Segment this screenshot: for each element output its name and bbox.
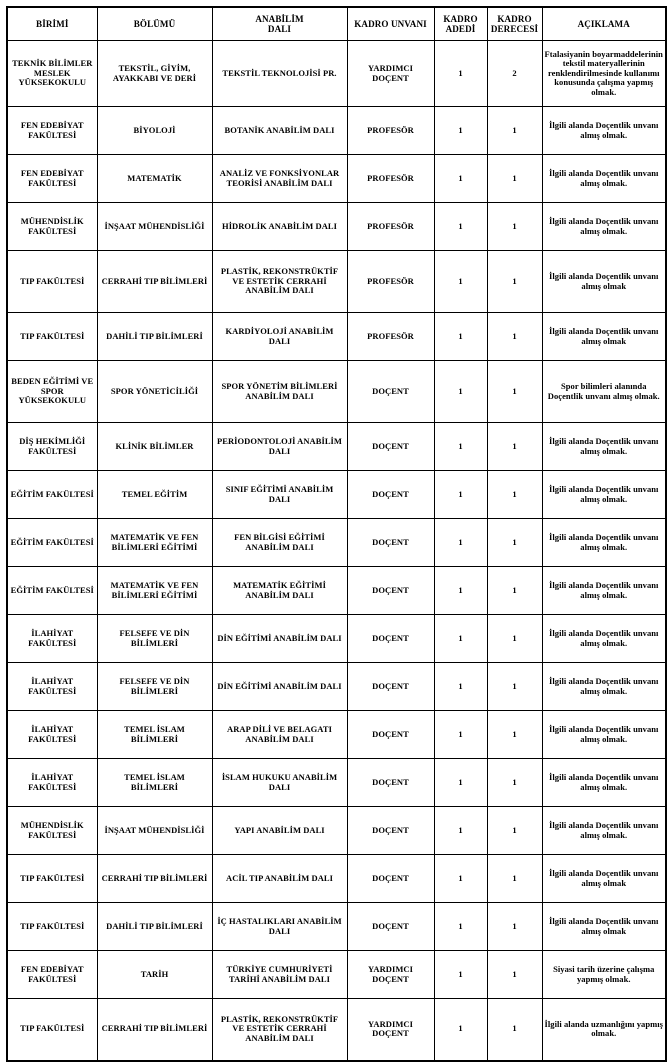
column-header-birimi: BİRİMİ bbox=[7, 7, 97, 41]
cell-kadro-adedi: 1 bbox=[434, 951, 487, 999]
cell-anabilim-dali: KARDİYOLOJİ ANABİLİM DALI bbox=[212, 313, 347, 361]
table-row bbox=[7, 423, 666, 471]
cell-kadro-derecesi: 1 bbox=[487, 361, 542, 423]
cell-birimi: TIP FAKÜLTESİ bbox=[7, 251, 97, 313]
table-row bbox=[7, 155, 666, 203]
table-row bbox=[7, 471, 666, 519]
cell-kadro-adedi: 1 bbox=[434, 313, 487, 361]
table-row bbox=[7, 41, 666, 107]
cell-bolumu: CERRAHİ TIP BİLİMLERİ bbox=[97, 855, 212, 903]
cell-bolumu: DAHİLİ TIP BİLİMLERİ bbox=[97, 903, 212, 951]
cell-kadro-adedi: 1 bbox=[434, 759, 487, 807]
cell-kadro-unvani: PROFESÖR bbox=[347, 203, 434, 251]
cell-anabilim-dali: ANALİZ VE FONKSİYONLAR TEORİSİ ANABİLİM DALI bbox=[212, 155, 347, 203]
cell-aciklama: Siyasi tarih üzerine çalışma yapmış olmak. bbox=[542, 951, 666, 999]
cell-bolumu: TEKSTİL, GİYİM, AYAKKABI VE DERİ bbox=[97, 41, 212, 107]
cell-anabilim-dali: PERİODONTOLOJİ ANABİLİM DALI bbox=[212, 423, 347, 471]
cell-birimi: TEKNİK BİLİMLER MESLEK YÜKSEKOKULU bbox=[7, 41, 97, 107]
cell-kadro-unvani: DOÇENT bbox=[347, 423, 434, 471]
cell-birimi: EĞİTİM FAKÜLTESİ bbox=[7, 519, 97, 567]
cell-aciklama: İlgili alanda Doçentlik unvanı almış olmak. bbox=[542, 423, 666, 471]
column-header-kadro-derecesi-line2: DERECESİ bbox=[490, 24, 539, 34]
cell-kadro-derecesi: 1 bbox=[487, 471, 542, 519]
cell-kadro-adedi: 1 bbox=[434, 203, 487, 251]
cell-aciklama: İlgili alanda Doçentlik unvanı almış olmak bbox=[542, 251, 666, 313]
cell-kadro-adedi: 1 bbox=[434, 855, 487, 903]
table-row bbox=[7, 519, 666, 567]
column-header-aciklama: AÇIKLAMA bbox=[542, 7, 666, 41]
cell-birimi: TIP FAKÜLTESİ bbox=[7, 313, 97, 361]
cell-kadro-adedi: 1 bbox=[434, 423, 487, 471]
table-row bbox=[7, 361, 666, 423]
cell-kadro-adedi: 1 bbox=[434, 711, 487, 759]
column-header-kadro-derecesi bbox=[487, 7, 542, 41]
cell-anabilim-dali: BOTANİK ANABİLİM DALI bbox=[212, 107, 347, 155]
cell-kadro-unvani: PROFESÖR bbox=[347, 155, 434, 203]
cell-bolumu: MATEMATİK bbox=[97, 155, 212, 203]
cell-kadro-adedi: 1 bbox=[434, 567, 487, 615]
cell-kadro-adedi: 1 bbox=[434, 251, 487, 313]
cell-kadro-unvani: DOÇENT bbox=[347, 519, 434, 567]
cell-bolumu: İNŞAAT MÜHENDİSLİĞİ bbox=[97, 203, 212, 251]
table-header-row bbox=[7, 7, 666, 41]
table-row bbox=[7, 567, 666, 615]
cell-birimi: MÜHENDİSLİK FAKÜLTESİ bbox=[7, 203, 97, 251]
cell-kadro-derecesi: 1 bbox=[487, 711, 542, 759]
table-row bbox=[7, 807, 666, 855]
cell-birimi: İLAHİYAT FAKÜLTESİ bbox=[7, 663, 97, 711]
cell-birimi: EĞİTİM FAKÜLTESİ bbox=[7, 471, 97, 519]
cell-kadro-unvani: DOÇENT bbox=[347, 855, 434, 903]
table-row bbox=[7, 759, 666, 807]
cell-kadro-unvani: YARDIMCI DOÇENT bbox=[347, 41, 434, 107]
cell-aciklama: İlgili alanda Doçentlik unvanı almış olmak. bbox=[542, 471, 666, 519]
cell-kadro-derecesi: 1 bbox=[487, 951, 542, 999]
cell-kadro-unvani: DOÇENT bbox=[347, 759, 434, 807]
cell-kadro-adedi: 1 bbox=[434, 155, 487, 203]
cell-kadro-adedi: 1 bbox=[434, 807, 487, 855]
cell-bolumu: TARİH bbox=[97, 951, 212, 999]
cell-birimi: EĞİTİM FAKÜLTESİ bbox=[7, 567, 97, 615]
cell-aciklama: Ftalasiyanin boyarmaddelerinin tekstil materyallerinin renklendirilmesinde kullanımı konusunda çalışma yapmış olmak. bbox=[542, 41, 666, 107]
cell-kadro-derecesi: 2 bbox=[487, 41, 542, 107]
cell-anabilim-dali: DİN EĞİTİMİ ANABİLİM DALI bbox=[212, 663, 347, 711]
table-row bbox=[7, 203, 666, 251]
cell-bolumu: FELSEFE VE DİN BİLİMLERİ bbox=[97, 615, 212, 663]
cell-bolumu: MATEMATİK VE FEN BİLİMLERİ EĞİTİMİ bbox=[97, 567, 212, 615]
cell-kadro-derecesi: 1 bbox=[487, 903, 542, 951]
cell-kadro-derecesi: 1 bbox=[487, 999, 542, 1061]
cell-anabilim-dali: SINIF EĞİTİMİ ANABİLİM DALI bbox=[212, 471, 347, 519]
cell-bolumu: MATEMATİK VE FEN BİLİMLERİ EĞİTİMİ bbox=[97, 519, 212, 567]
cell-bolumu: TEMEL İSLAM BİLİMLERİ bbox=[97, 711, 212, 759]
cell-aciklama: İlgili alanda Doçentlik unvanı almış olmak bbox=[542, 855, 666, 903]
cell-kadro-unvani: DOÇENT bbox=[347, 615, 434, 663]
cell-kadro-unvani: DOÇENT bbox=[347, 471, 434, 519]
cell-birimi: TIP FAKÜLTESİ bbox=[7, 999, 97, 1061]
table-row bbox=[7, 903, 666, 951]
cell-kadro-derecesi: 1 bbox=[487, 807, 542, 855]
cell-anabilim-dali: İÇ HASTALIKLARI ANABİLİM DALI bbox=[212, 903, 347, 951]
cell-kadro-derecesi: 1 bbox=[487, 759, 542, 807]
cell-aciklama: İlgili alanda Doçentlik unvanı almış olmak. bbox=[542, 711, 666, 759]
cell-birimi: FEN EDEBİYAT FAKÜLTESİ bbox=[7, 951, 97, 999]
cell-kadro-derecesi: 1 bbox=[487, 855, 542, 903]
cell-kadro-adedi: 1 bbox=[434, 903, 487, 951]
cell-kadro-derecesi: 1 bbox=[487, 155, 542, 203]
cell-kadro-derecesi: 1 bbox=[487, 663, 542, 711]
cell-kadro-unvani: PROFESÖR bbox=[347, 251, 434, 313]
cell-kadro-adedi: 1 bbox=[434, 41, 487, 107]
cell-anabilim-dali: MATEMATİK EĞİTİMİ ANABİLİM DALI bbox=[212, 567, 347, 615]
cell-anabilim-dali: TÜRKİYE CUMHURİYETİ TARİHİ ANABİLİM DALI bbox=[212, 951, 347, 999]
cell-anabilim-dali: TEKSTİL TEKNOLOJİSİ PR. bbox=[212, 41, 347, 107]
cell-aciklama: İlgili alanda Doçentlik unvanı almış olmak. bbox=[542, 155, 666, 203]
cell-anabilim-dali: ARAP DİLİ VE BELAGATI ANABİLİM DALI bbox=[212, 711, 347, 759]
cell-anabilim-dali: YAPI ANABİLİM DALI bbox=[212, 807, 347, 855]
table-row bbox=[7, 855, 666, 903]
cell-aciklama: İlgili alanda Doçentlik unvanı almış olmak. bbox=[542, 567, 666, 615]
cell-birimi: İLAHİYAT FAKÜLTESİ bbox=[7, 711, 97, 759]
column-header-anabilim-dali bbox=[212, 7, 347, 41]
cell-bolumu: FELSEFE VE DİN BİLİMLERİ bbox=[97, 663, 212, 711]
cell-kadro-unvani: PROFESÖR bbox=[347, 313, 434, 361]
cell-birimi: TIP FAKÜLTESİ bbox=[7, 903, 97, 951]
cell-anabilim-dali: DİN EĞİTİMİ ANABİLİM DALI bbox=[212, 615, 347, 663]
column-header-bolumu: BÖLÜMÜ bbox=[97, 7, 212, 41]
table-header bbox=[7, 7, 666, 41]
cell-birimi: BEDEN EĞİTİMİ VE SPOR YÜKSEKOKULU bbox=[7, 361, 97, 423]
cell-aciklama: İlgili alanda Doçentlik unvanı almış olmak. bbox=[542, 203, 666, 251]
table-row bbox=[7, 711, 666, 759]
cell-aciklama: İlgili alanda Doçentlik unvanı almış olmak. bbox=[542, 107, 666, 155]
cell-kadro-adedi: 1 bbox=[434, 663, 487, 711]
cell-birimi: FEN EDEBİYAT FAKÜLTESİ bbox=[7, 155, 97, 203]
table-row bbox=[7, 615, 666, 663]
cell-kadro-derecesi: 1 bbox=[487, 107, 542, 155]
cell-aciklama: Spor bilimleri alanında Doçentlik unvanı almış olmak. bbox=[542, 361, 666, 423]
cell-birimi: İLAHİYAT FAKÜLTESİ bbox=[7, 615, 97, 663]
cell-kadro-adedi: 1 bbox=[434, 615, 487, 663]
cell-kadro-adedi: 1 bbox=[434, 999, 487, 1061]
cell-birimi: İLAHİYAT FAKÜLTESİ bbox=[7, 759, 97, 807]
cell-kadro-derecesi: 1 bbox=[487, 567, 542, 615]
cell-kadro-derecesi: 1 bbox=[487, 519, 542, 567]
table-row bbox=[7, 663, 666, 711]
column-header-kadro-unvani: KADRO UNVANI bbox=[347, 7, 434, 41]
cell-anabilim-dali: FEN BİLGİSİ EĞİTİMİ ANABİLİM DALI bbox=[212, 519, 347, 567]
cell-kadro-derecesi: 1 bbox=[487, 615, 542, 663]
cell-kadro-adedi: 1 bbox=[434, 471, 487, 519]
cell-kadro-adedi: 1 bbox=[434, 107, 487, 155]
column-header-kadro-adedi-line1: KADRO bbox=[443, 13, 478, 24]
table-row bbox=[7, 951, 666, 999]
cell-aciklama: İlgili alanda Doçentlik unvanı almış olmak. bbox=[542, 519, 666, 567]
cell-kadro-unvani: YARDIMCI DOÇENT bbox=[347, 999, 434, 1061]
cell-aciklama: İlgili alanda Doçentlik unvanı almış olmak. bbox=[542, 807, 666, 855]
cell-bolumu: KLİNİK BİLİMLER bbox=[97, 423, 212, 471]
column-header-anabilim-dali-line1: ANABİLİM bbox=[255, 13, 304, 24]
cell-anabilim-dali: PLASTİK, REKONSTRÜKTİF VE ESTETİK CERRAHİ ANABİLİM DALI bbox=[212, 999, 347, 1061]
cell-kadro-derecesi: 1 bbox=[487, 251, 542, 313]
cell-kadro-unvani: DOÇENT bbox=[347, 903, 434, 951]
cell-birimi: DİŞ HEKİMLİĞİ FAKÜLTESİ bbox=[7, 423, 97, 471]
cell-kadro-adedi: 1 bbox=[434, 519, 487, 567]
cell-birimi: FEN EDEBİYAT FAKÜLTESİ bbox=[7, 107, 97, 155]
cell-kadro-derecesi: 1 bbox=[487, 203, 542, 251]
cell-aciklama: İlgili alanda Doçentlik unvanı almış olmak. bbox=[542, 615, 666, 663]
cell-bolumu: BİYOLOJİ bbox=[97, 107, 212, 155]
cell-kadro-derecesi: 1 bbox=[487, 423, 542, 471]
cell-anabilim-dali: SPOR YÖNETİM BİLİMLERİ ANABİLİM DALI bbox=[212, 361, 347, 423]
cell-birimi: MÜHENDİSLİK FAKÜLTESİ bbox=[7, 807, 97, 855]
column-header-anabilim-dali-line2: DALI bbox=[267, 24, 292, 34]
column-header-kadro-adedi bbox=[434, 7, 487, 41]
cell-kadro-unvani: PROFESÖR bbox=[347, 107, 434, 155]
cell-bolumu: TEMEL İSLAM BİLİMLERİ bbox=[97, 759, 212, 807]
cell-aciklama: İlgili alanda Doçentlik unvanı almış olmak. bbox=[542, 663, 666, 711]
cell-kadro-unvani: DOÇENT bbox=[347, 663, 434, 711]
cell-kadro-unvani: DOÇENT bbox=[347, 807, 434, 855]
cell-kadro-unvani: YARDIMCI DOÇENT bbox=[347, 951, 434, 999]
cell-anabilim-dali: İSLAM HUKUKU ANABİLİM DALI bbox=[212, 759, 347, 807]
table-row bbox=[7, 251, 666, 313]
table-body bbox=[7, 41, 666, 1061]
cell-aciklama: İlgili alanda uzmanlığını yapmış olmak. bbox=[542, 999, 666, 1061]
cell-kadro-adedi: 1 bbox=[434, 361, 487, 423]
kadro-ilan-table bbox=[6, 6, 667, 1062]
cell-bolumu: DAHİLİ TIP BİLİMLERİ bbox=[97, 313, 212, 361]
table-row bbox=[7, 999, 666, 1061]
cell-anabilim-dali: PLASTİK, REKONSTRÜKTİF VE ESTETİK CERRAHİ ANABİLİM DALI bbox=[212, 251, 347, 313]
table-row bbox=[7, 107, 666, 155]
table-row bbox=[7, 313, 666, 361]
column-header-kadro-derecesi-line1: KADRO bbox=[497, 13, 532, 24]
cell-kadro-unvani: DOÇENT bbox=[347, 361, 434, 423]
cell-aciklama: İlgili alanda Doçentlik unvanı almış olmak bbox=[542, 313, 666, 361]
cell-bolumu: CERRAHİ TIP BİLİMLERİ bbox=[97, 251, 212, 313]
cell-bolumu: CERRAHİ TIP BİLİMLERİ bbox=[97, 999, 212, 1061]
cell-kadro-derecesi: 1 bbox=[487, 313, 542, 361]
cell-anabilim-dali: HİDROLİK ANABİLİM DALI bbox=[212, 203, 347, 251]
cell-anabilim-dali: ACİL TIP ANABİLİM DALI bbox=[212, 855, 347, 903]
cell-aciklama: İlgili alanda Doçentlik unvanı almış olmak. bbox=[542, 759, 666, 807]
cell-bolumu: İNŞAAT MÜHENDİSLİĞİ bbox=[97, 807, 212, 855]
cell-kadro-unvani: DOÇENT bbox=[347, 711, 434, 759]
cell-birimi: TIP FAKÜLTESİ bbox=[7, 855, 97, 903]
cell-kadro-unvani: DOÇENT bbox=[347, 567, 434, 615]
cell-bolumu: SPOR YÖNETİCİLİĞİ bbox=[97, 361, 212, 423]
cell-aciklama: İlgili alanda Doçentlik unvanı almış olmak bbox=[542, 903, 666, 951]
column-header-kadro-adedi-line2: ADEDİ bbox=[445, 24, 476, 34]
cell-bolumu: TEMEL EĞİTİM bbox=[97, 471, 212, 519]
